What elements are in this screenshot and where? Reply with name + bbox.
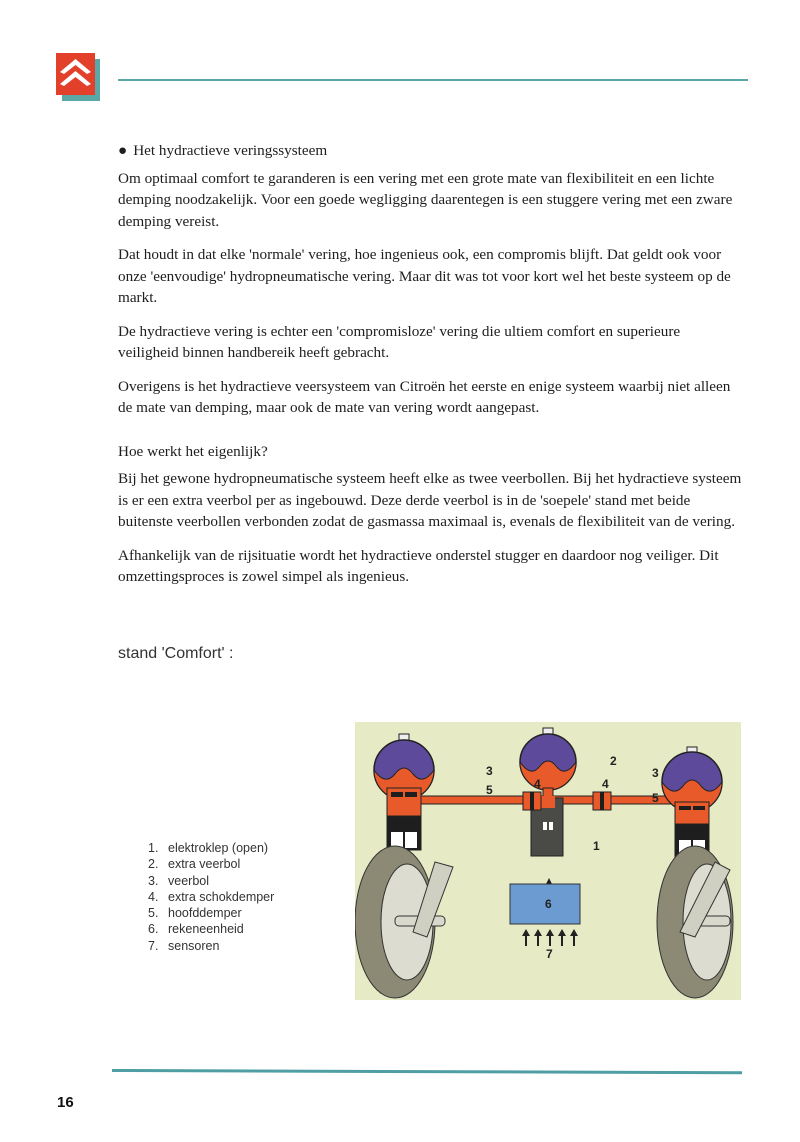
legend-item: 2. extra veerbol: [148, 857, 241, 872]
legend-item: 7. sensoren: [148, 938, 220, 953]
main-text: [118, 140, 743, 600]
subheading: Hoe werkt het eigenlijk?: [118, 442, 268, 460]
bullet: ●: [118, 142, 128, 159]
label-5-left: 5: [486, 783, 493, 797]
label-2: 2: [610, 754, 617, 768]
label-4-right: 4: [602, 777, 609, 791]
footer-rule: [112, 1069, 742, 1074]
legend-item: 1. elektroklep (open): [148, 841, 269, 855]
paragraph: Afhankelijk van de rijsituatie wordt het hydractieve onderstel stugger en daardoor nog veiliger. Dit omzettingsproces is zowel simpel als ingenieus.: [118, 546, 719, 585]
paragraph: Dat houdt in dat elke 'normale' vering, hoe ingenieus ook, een compromis blijft. Dat geldt ook voor onze 'eenvoudige' hydropneumatische vering. Maar dit was tot voor kort wel het beste systeem op de markt.: [118, 246, 731, 306]
label-4-left: 4: [534, 777, 541, 791]
paragraph: Overigens is het hydractieve veersysteem van Citroën het eerste en enige systeem waarbij niet alleen de mate van demping, maar ook de mate van vering wordt aangepast.: [118, 377, 731, 416]
legend-item: 3. veerbol: [148, 873, 209, 888]
label-3-left: 3: [486, 764, 493, 778]
label-5-right: 5: [652, 791, 659, 805]
label-3-right: 3: [652, 766, 659, 780]
legend-item: 6. rekeneenheid: [148, 922, 244, 937]
double-chevron-icon: [56, 53, 95, 95]
legend-item: 4. extra schokdemper: [148, 889, 275, 904]
heading-text: Het hydractieve veringssysteem: [133, 142, 328, 159]
label-6: 6: [545, 897, 552, 911]
citroen-logo: [56, 53, 101, 101]
header-rule: [118, 79, 748, 81]
diagram-legend: [148, 840, 274, 954]
legend-item: 5. hoofddemper: [148, 906, 242, 921]
hydractive-schematic: [355, 722, 741, 1000]
paragraph: De hydractieve vering is echter een 'compromisloze' vering die ultiem comfort en superieure veiligheid binnen handbereik heeft gebracht.: [118, 322, 681, 361]
section-heading: [118, 140, 743, 162]
page-number: 16: [57, 1094, 74, 1111]
suspension-diagram: [355, 722, 741, 1000]
paragraph: Bij het gewone hydropneumatische systeem heeft elke as twee veerbollen. Bij het hydractieve systeem is er een extra veerbol per as ingebouwd. Deze derde veerbol is in de 'soepele' stand met beide buitenste veerbollen verbonden zodat de gasmassa maximaal is, evenals de flexibiliteit van de vering.: [118, 470, 742, 530]
label-7: 7: [546, 947, 553, 961]
paragraph: Om optimaal comfort te garanderen is een vering met een grote mate van flexibiliteit en een lichte demping noodzakelijk. Voor een goede wegligging daarentegen is een stuggere vering met een zware demping vereist.: [118, 169, 733, 230]
label-1: 1: [593, 839, 600, 853]
stand-comfort-label: stand 'Comfort' :: [118, 645, 234, 662]
